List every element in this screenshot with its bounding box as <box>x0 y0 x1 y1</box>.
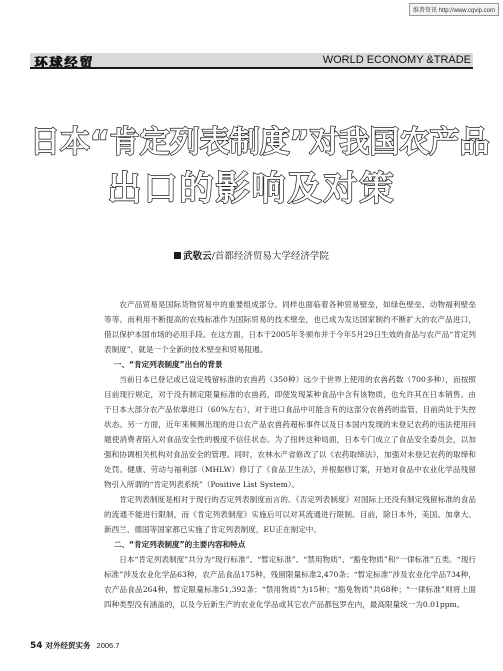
watermark-stamp: 维普资讯 http://www.cqvip.com <box>409 3 499 16</box>
section-title-cn: 环球经贸 <box>34 56 95 71</box>
issue-date: 2006.7 <box>96 641 120 650</box>
author-affiliation: /首都经济贸易大学经济学院 <box>211 251 329 262</box>
section-heading-2: 二、“肯定列表制度”的主要内容和特点 <box>113 540 246 549</box>
page-footer <box>30 640 119 651</box>
article-body <box>104 297 476 612</box>
section-heading-1: 一、“肯定列表制度”出台的背景 <box>113 360 223 369</box>
section1-paragraph-2: 肯定列表制度是相对于现行的否定列表制度而言的。《否定列表制度》对国际上还没有制定残留标准的食品的流通不能进行限制，而《肯定列表制度》实施后可以对其流通进行限制。目前，除日本外，美国、加拿大、新西兰、德国等国家都已实施了肯定列表制度，EU正在制定中。 <box>104 495 476 534</box>
article-title-line-2: 出口的影响及对策 <box>107 169 396 209</box>
section-title-en: WORLD ECONOMY &TRADE <box>322 54 471 66</box>
page-number: 54 <box>30 641 43 651</box>
byline-square-icon <box>174 252 181 259</box>
journal-name: 对外经贸实务 <box>45 641 91 650</box>
intro-paragraph: 农产品贸易是国际货物贸易中的重要组成部分。同样也面临着各种贸易壁垒，如绿色壁垒、动物福利壁垒等等。而利用不断提高的农残标准作为国际贸易的技术壁垒，也已成为发达国家制约不断扩大的农产品进口，借以保护本国市场的必用手段。在这方面，日本于2005年冬颁布并于今年5月29日生效的食品与农产品“肯定列表制度”，就是一个全新的技术壁垒和贸易阻遏。 <box>104 300 476 354</box>
section1-paragraph-1: 当前日本已登记或已设定残留标准的农兽药（350种）远少于世界上使用的农兽药数（700多种），而按照目前现行规定，对于没有制定限量标准的农兽药，即使发现某种食品中含有该物质，也允许其在日本销售。由于日本大部分农产品依靠进口（60%左右），对于进口食品中可能含有的这部分农兽药的监管，目前尚处于失控状态。另一方面，近年来频频出现的进口农产品农兽药超标事件以及日本国内发现的未登记农药的违法使用问题使消费者陷入对食品安全性的极度不信任状态。为了扭转这种局面，日本专门成立了食品安全委员会，以加强和协调相关机构对食品安全的管理。同时，农林水产省修改了以《农药取缔法》，加强对未登记农药的取缔和处罚。健康、劳动与福利部（MHLW）修订了《食品卫生法》，并根据修订案，开始对食品中农业化学品残留物引入所谓的“肯定列表系统”（Positive List System）。 <box>104 375 476 489</box>
article-title-line-1: 日本“肯定列表制度”对我国农产品 <box>30 125 490 160</box>
author-name: 武敬云 <box>183 251 212 262</box>
byline <box>30 248 473 262</box>
section-header-band <box>30 53 473 69</box>
section2-paragraph-1: 日本“肯定列表制度”共分为“现行标准”、“暂定标准”、“禁用物质”、“豁免物质”和“一律标准”五类。“现行标准”涉及农业化学品63种，农产品食品175种，残留限量标准2,470条；“暂定标准”涉及农业化学品734种，农产品食品264种，暂定限量标准51,392条；“禁用物质”为15种；“豁免物质”共68种；“一律标准”则将上面四种类型没有涵盖的，以及今后新生产的农业化学品或其它农产品都包罗在内，最高限量统一为0.01ppm。 <box>104 555 476 609</box>
